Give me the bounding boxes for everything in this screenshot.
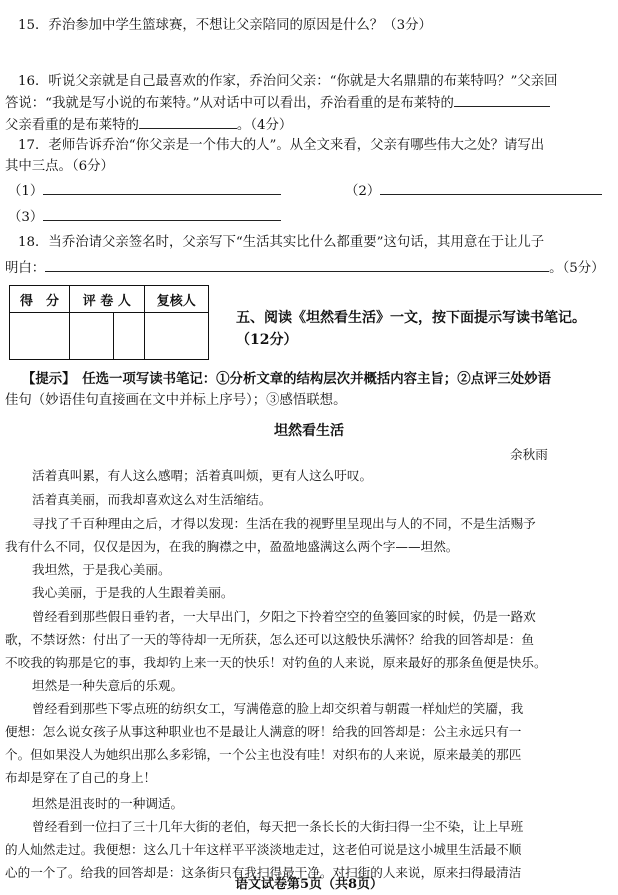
blank-label-3: （3） [8,210,44,225]
score-header: 得 分 [10,286,70,313]
essay-line: 我心美丽，于是我的人生跟着美丽。 [32,585,234,600]
essay-line: 我有什么不同，仅仅是因为，在我的胸襟之中，盈盈地盛满这么两个字——坦然。 [5,539,459,554]
hint-line2: 佳句（妙语佳句直接画在文中并标上序号）；③感悟联想。 [5,393,347,408]
grader-header: 评 卷 人 [70,286,144,313]
blank-label-2: （2） [345,184,381,199]
answer-blank-16b[interactable] [139,116,237,129]
question-17-blank-3 [8,208,281,227]
essay-line: 我坦然，于是我心美丽。 [32,562,171,577]
essay-line: 曾经看到一位扫了三十几年大街的老伯，每天把一条长长的大街扫得一尘不染，让上早班 [32,819,524,834]
essay-line: 坦然是沮丧时的一种调适。 [32,796,184,811]
score-table [9,285,209,360]
question-16-line1: 16．听说父亲就是自己最喜欢的作家，乔治问父亲：“你就是大名鼎鼎的布莱特吗？”父亲回 [18,74,558,89]
question-18-line2 [5,259,605,278]
reviewer-header: 复核人 [144,286,208,313]
essay-line: 坦然是一种失意后的乐观。 [32,678,184,693]
hint-line1 [22,370,551,389]
reviewer-cell[interactable] [144,313,208,360]
essay-line: 便想：怎么说女孩子从事这种职业也不是最让人满意的呀！给我的回答却是：公主永远只有一 [5,724,522,739]
answer-blank-17-1[interactable] [43,182,281,195]
essay-line: 不咬我的钩那是它的事，我却钓上来一天的快乐！对钓鱼的人来说，原来最好的那条鱼便是快乐。 [5,655,547,670]
page-footer: 语文试卷第5页（共8页） [234,877,384,892]
essay-line: 曾经看到那些下零点班的纺织女工，写满倦意的脸上却交织着与朝霞一样灿烂的笑靥，我 [32,701,524,716]
question-17-line2: 其中三点。（6分） [5,159,114,174]
answer-blank-17-2[interactable] [380,182,602,195]
question-16-line3 [5,116,292,135]
question-16-text-2: 父亲看重的是布莱特的 [5,118,139,133]
essay-line: 活着真美丽，而我却喜欢这么对生活缩结。 [32,492,272,507]
question-17-line1: 17．老师告诉乔治“你父亲是一个伟大的人”。从全文来看，父亲有哪些伟大之处？请写出 [18,138,545,153]
answer-blank-17-3[interactable] [43,208,281,221]
essay-line: 曾经看到那些假日垂钓者，一大早出门，夕阳之下拎着空空的鱼篓回家的时候，仍是一路欢 [32,609,536,624]
essay-line: 歌，不禁讶然：付出了一天的等待却一无所获，怎么还可以这般快乐满怀？给我的回答却是：鱼 [5,632,534,647]
hint-text-1: 【提示】 任选一项写读书笔记：①分析文章的结构层次并概括内容主旨；②点评三处妙语 [22,371,551,387]
score-cell[interactable] [10,313,70,360]
section-5-score: （12分） [236,332,298,348]
question-16-line2 [5,94,550,113]
essay-author: 余秋雨 [510,447,548,462]
question-18-text: 明白： [5,261,46,276]
essay-line: 心的一个了。给我的回答却是：这条街只有我扫得最干净。对扫街的人来说，原来扫得最清洁 [5,865,522,880]
essay-line: 个。但如果没人为她织出那么多彩锦，一个公主也没有哇！对织布的人来说，原来最美的那匹 [5,747,522,762]
blank-label-1: （1） [8,184,44,199]
question-16-text: 答说：“我就是写小说的布莱特。”从对话中可以看出，乔治看重的是布莱特的 [5,96,454,111]
question-17-blank-2 [345,182,602,201]
essay-line: 活着真叫累，有人这么感喟；活着真叫烦，更有人这么吁叹。 [32,468,373,483]
grader-cell-2[interactable] [113,313,144,360]
essay-line: 的人灿然走过。我便想：这么几十年这样平平淡淡地走过，这老伯可说是这小城里生活最不顺 [5,842,522,857]
question-17-blank-1 [8,182,281,201]
question-18-line1: 18．当乔治请父亲签名时，父亲写下“生活其实比什么都重要”这句话，其用意在于让儿子 [18,235,545,250]
essay-line: 寻找了千百种理由之后，才得以发现：生活在我的视野里呈现出与人的不同，不是生活赐予 [32,516,536,531]
essay-line: 布却是穿在了自己的身上！ [5,770,157,785]
answer-blank-18[interactable] [45,259,549,272]
section-5-heading: 五、阅读《坦然看生活》一文，按下面提示写读书笔记。 [236,310,586,326]
question-18-score: 。（5分） [549,261,605,276]
grader-cell-1[interactable] [70,313,114,360]
question-16-score: 。（4分） [236,118,293,133]
question-15: 15．乔治参加中学生篮球赛，不想让父亲陪同的原因是什么？（3分） [18,18,432,33]
answer-blank-16a[interactable] [454,94,550,107]
essay-title: 坦然看生活 [274,423,344,439]
